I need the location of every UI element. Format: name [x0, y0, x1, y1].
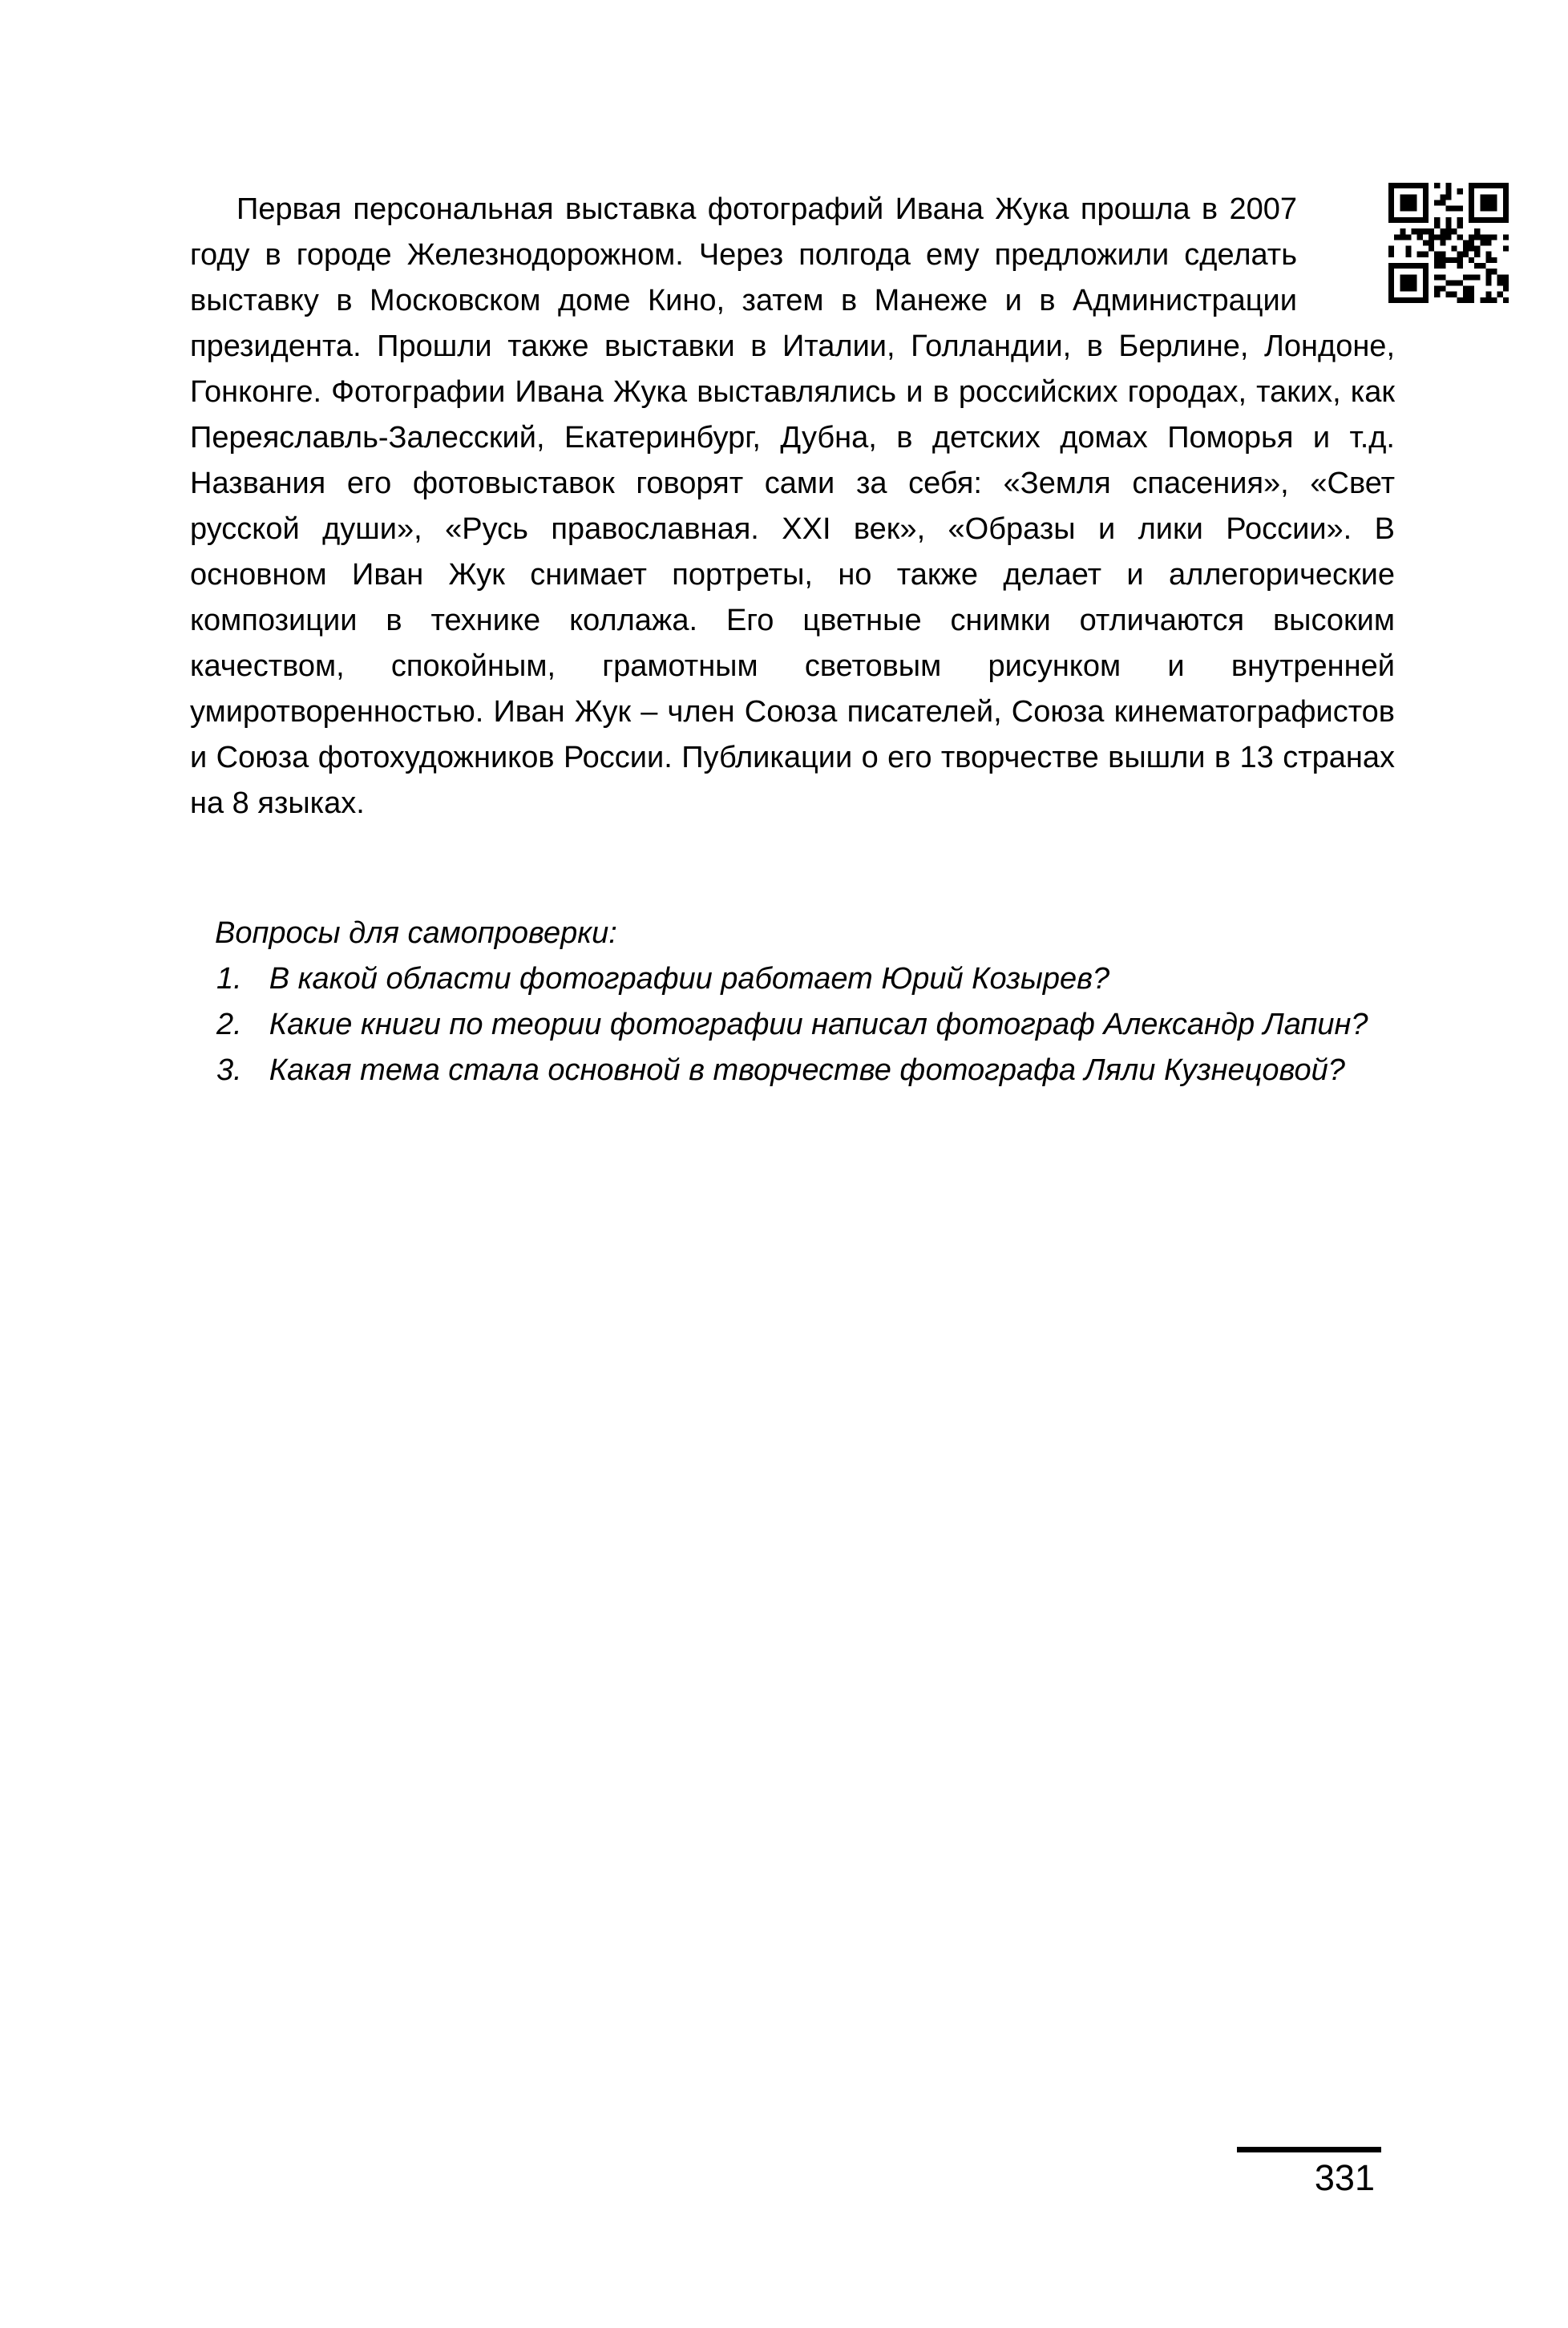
question-number: 2.: [216, 1008, 242, 1041]
question-item-1: [190, 956, 1395, 1002]
question-text: Какие книги по теории фотографии написал фотограф Александр Лапин?: [269, 1008, 1368, 1041]
question-text: Какая тема стала основной в творчестве фотографа Ляли Кузнецовой?: [269, 1053, 1345, 1087]
page-number: 331: [1314, 2157, 1375, 2198]
question-number: 3.: [216, 1053, 242, 1087]
self-check-section: [190, 911, 1395, 1093]
intro-paragraph: Первая персональная выставка фотографий Ивана Жука прошла в 2007 году в городе Железнодорожном. Через полгода ему предложили сделать выставку в Московском доме Кино, затем в Манеже и в Администрации президента. Прошли также выставки в Италии, Голландии, в Берлине, Лондоне, Гонконге. Фотографии Ивана Жука выставлялись и в российских городах, таких, как Переяславль-Залесский, Екатеринбург, Дубна, в детских домах Поморья и т.д. Названия его фотовыставок говорят сами за себя: «Земля спасения», «Свет русской души», «Русь православная. XXI век», «Образы и лики России». В основном Иван Жук снимает портреты, но также делает и аллегорические композиции в технике коллажа. Его цветные снимки отличаются высоким качеством, спокойным, грамотным световым рисунком и внутренней умиротворенностью. Иван Жук – член Союза писателей, Союза кинематографистов и Союза фотохудожников России. Публикации о его творчестве вышли в 13 странах на 8 языках.: [190, 192, 1395, 820]
qr-spacer: [1297, 187, 1395, 319]
question-number: 1.: [216, 962, 242, 996]
question-text: В какой области фотографии работает Юрий Козырев?: [269, 962, 1110, 996]
footer-rule: [1237, 2147, 1381, 2152]
question-item-3: [190, 1048, 1395, 1093]
qr-code-svg: [1388, 183, 1509, 303]
qr-code-icon: [1388, 183, 1509, 303]
self-check-heading: Вопросы для самопроверки:: [215, 916, 617, 950]
page-footer: [1237, 2147, 1381, 2199]
question-item-2: [190, 1002, 1395, 1048]
content-column: [190, 187, 1395, 1093]
